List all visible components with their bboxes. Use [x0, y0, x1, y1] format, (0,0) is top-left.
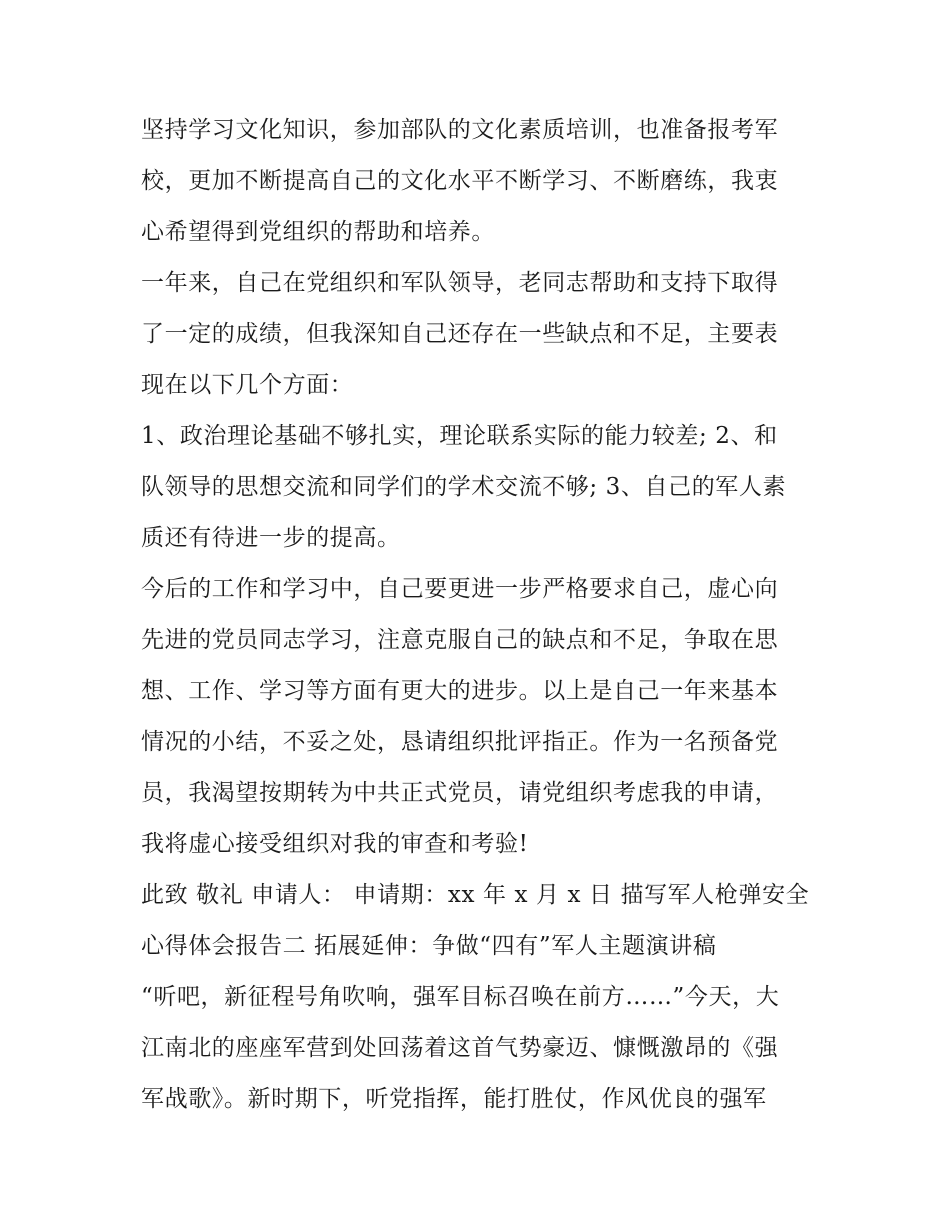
text-line: 此致 敬礼 申请人： 申请期：xx 年 x 月 x 日 描写军人枪弹安全	[141, 882, 810, 908]
text-line: 心得体会报告二 拓展延伸：争做“四有”军人主题演讲稿	[141, 933, 717, 959]
text-line: 队领导的思想交流和同学们的学术交流不够; 3、自己的军人素	[141, 474, 787, 500]
text-line: 现在以下几个方面：	[141, 372, 354, 398]
text-line: 想、工作、学习等方面有更大的进步。以上是自己一年来基本	[141, 678, 779, 704]
text-line: 先进的党员同志学习，注意克服自己的缺点和不足，争取在思	[141, 627, 779, 653]
text-line: 情况的小结，不妥之处，恳请组织批评指正。作为一名预备党	[141, 729, 779, 755]
text-line: 员，我渴望按期转为中共正式党员，请党组织考虑我的申请，	[141, 780, 779, 806]
text-line: 我将虚心接受组织对我的审查和考验!	[141, 831, 529, 857]
text-line: 军战歌》。新时期下，听党指挥，能打胜仗，作风优良的强军	[141, 1086, 767, 1112]
text-line: 今后的工作和学习中，自己要更进一步严格要求自己，虚心向	[141, 576, 779, 602]
document-body	[141, 110, 821, 1130]
text-line: 坚持学习文化知识，参加部队的文化素质培训，也准备报考军	[141, 117, 779, 143]
text-line: 1、政治理论基础不够扎实，理论联系实际的能力较差; 2、和	[141, 423, 778, 449]
text-line: 了一定的成绩，但我深知自己还存在一些缺点和不足，主要表	[141, 321, 779, 347]
text-line: 一年来，自己在党组织和军队领导，老同志帮助和支持下取得	[141, 270, 779, 296]
text-line: “听吧，新征程号角吹响，强军目标召唤在前方……”今天，大	[141, 984, 780, 1010]
text-line: 校，更加不断提高自己的文化水平不断学习、不断磨练，我衷	[141, 168, 779, 194]
text-line: 心希望得到党组织的帮助和培养。	[141, 219, 495, 245]
text-line: 江南北的座座军营到处回荡着这首气势豪迈、慷慨激昂的《强	[141, 1035, 779, 1061]
text-line: 质还有待进一步的提高。	[141, 525, 401, 551]
